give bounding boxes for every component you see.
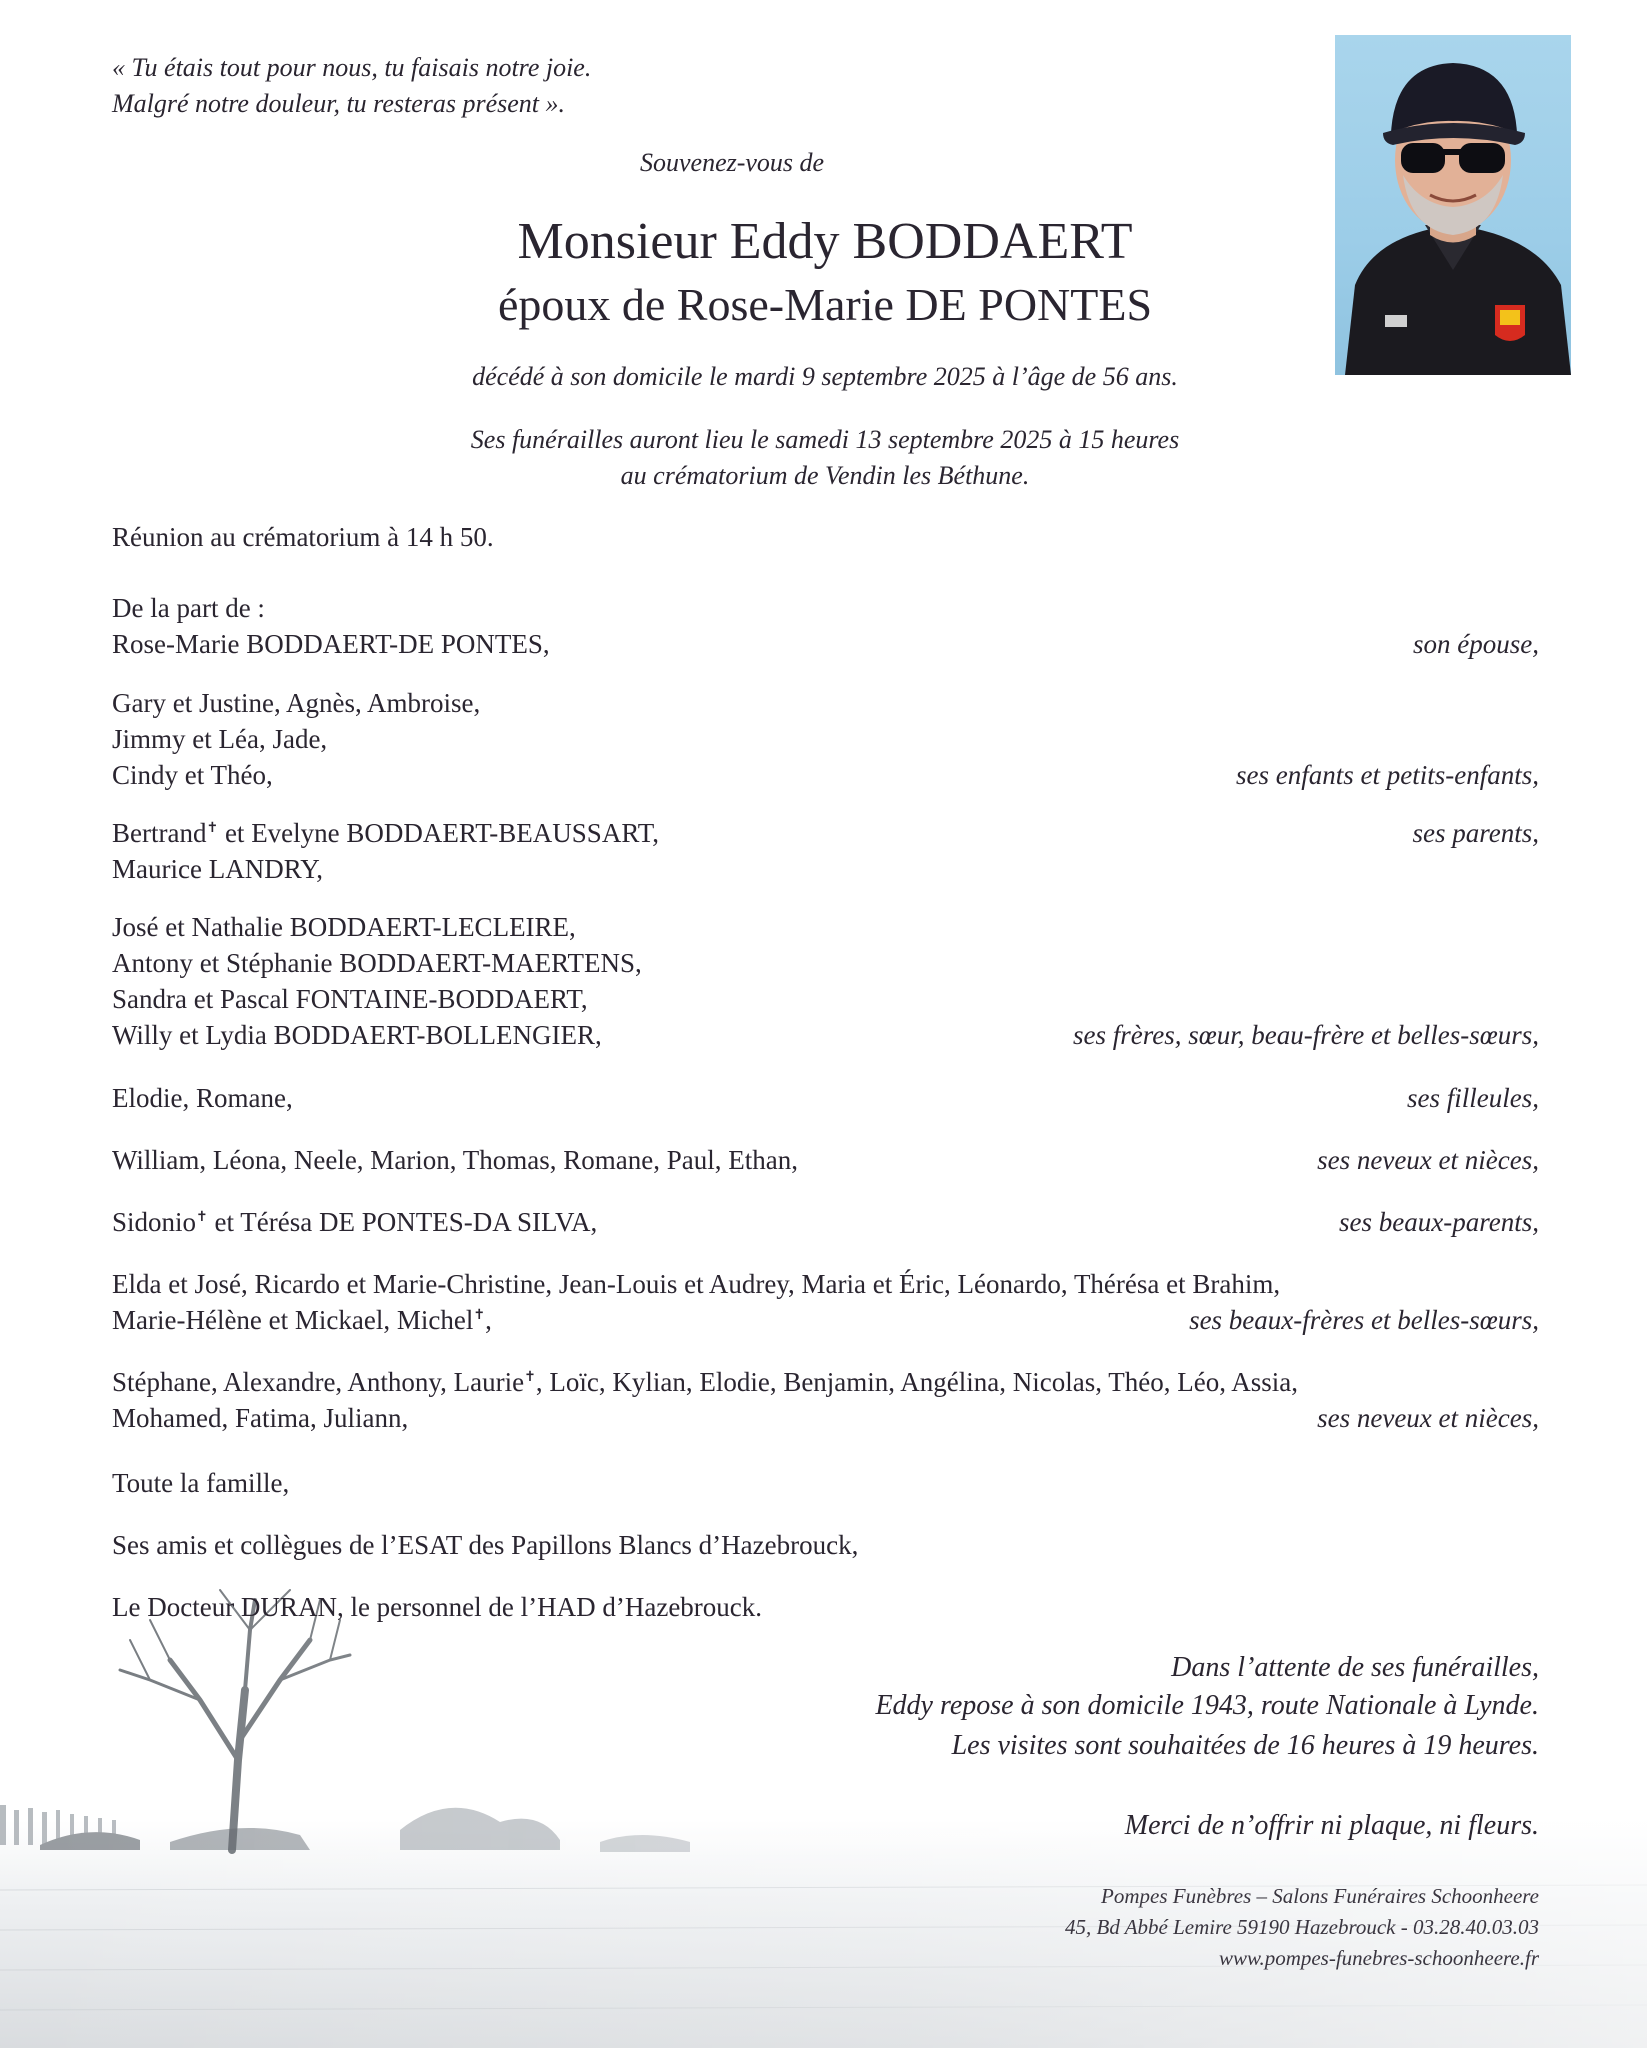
epouse-name: Rose-Marie BODDAERT-DE PONTES,	[112, 629, 550, 659]
enfants-line-1: Gary et Justine, Agnès, Ambroise,	[112, 688, 481, 718]
portrait-photo	[1335, 35, 1571, 375]
neveux2-line-1	[112, 1367, 1298, 1398]
epouse-role: son épouse,	[1413, 629, 1539, 659]
merci-line: Merci de n’offrir ni plaque, ni fleurs.	[1124, 1810, 1539, 1841]
beaux-freres-line-2	[112, 1305, 492, 1336]
parents-role: ses parents,	[1412, 818, 1539, 848]
beaux-parents-role: ses beaux-parents,	[1339, 1207, 1539, 1237]
enfants-line-2: Jimmy et Léa, Jade,	[112, 724, 328, 754]
reunion-line: Réunion au crématorium à 14 h 50.	[112, 522, 494, 552]
neveux2-role: ses neveux et nièces,	[1317, 1403, 1539, 1433]
neveux2-names-b: , Loïc, Kylian, Elodie, Benjamin, Angélina, Nicolas, Théo, Léo, Assia,	[535, 1367, 1298, 1397]
beaux-freres-role: ses beaux-frères et belles-sœurs,	[1189, 1305, 1539, 1335]
neveux2-line-2: Mohamed, Fatima, Juliann,	[112, 1403, 409, 1433]
quote-line-1: « Tu étais tout pour nous, tu faisais notre joie.	[112, 53, 592, 82]
famille-line: Toute la famille,	[112, 1468, 290, 1498]
opening-quote	[112, 50, 591, 122]
dagger-icon: ✝	[524, 1370, 536, 1385]
beaux-freres-line-1: Elda et José, Ricardo et Marie-Christine, Jean-Louis et Audrey, Maria et Éric, Léonardo, Thérésa et Brahim,	[112, 1269, 1281, 1299]
freres-line-4: Willy et Lydia BODDAERT-BOLLENGIER,	[112, 1020, 602, 1050]
funeral-home-website: www.pompes-funebres-schoonheere.fr	[1218, 1946, 1539, 1970]
parents-line-2: Maurice LANDRY,	[112, 854, 323, 884]
funeral-line-2: au crématorium de Vendin les Béthune.	[620, 461, 1030, 490]
filleules-role: ses filleules,	[1407, 1083, 1539, 1113]
beaux-parents-mother: et Térésa DE PONTES-DA SILVA,	[207, 1207, 598, 1237]
beaux-freres-names: Marie-Hélène et Mickael, Michel	[112, 1305, 474, 1335]
freres-line-3: Sandra et Pascal FONTAINE-BODDAERT,	[112, 984, 588, 1014]
dagger-icon: ✝	[196, 1210, 208, 1225]
winter-landscape-image	[0, 1560, 1647, 2048]
souvenez-label: Souvenez-vous de	[640, 148, 825, 177]
portrait-illustration	[1335, 35, 1571, 375]
neveux2-names-a: Stéphane, Alexandre, Anthony, Laurie	[112, 1367, 525, 1397]
freres-line-2: Antony et Stéphanie BODDAERT-MAERTENS,	[112, 948, 642, 978]
visites-line-3: Les visites sont souhaitées de 16 heures à 19 heures.	[951, 1730, 1539, 1761]
visites-line-1: Dans l’attente de ses funérailles,	[1171, 1652, 1539, 1683]
beaux-parents-father: Sidonio	[112, 1207, 197, 1237]
death-announcement: décédé à son domicile le mardi 9 septembre 2025 à l’âge de 56 ans.	[472, 362, 1178, 391]
funeral-home-name: Pompes Funèbres – Salons Funéraires Schoonheere	[1101, 1884, 1539, 1908]
parents-father: Bertrand	[112, 818, 207, 848]
de-la-part-label: De la part de :	[112, 593, 265, 623]
neveux-role: ses neveux et nièces,	[1317, 1145, 1539, 1175]
beaux-freres-comma: ,	[485, 1305, 492, 1335]
filleules-line: Elodie, Romane,	[112, 1083, 293, 1113]
enfants-line-3: Cindy et Théo,	[112, 760, 273, 790]
deceased-name: Monsieur Eddy BODDAERT	[517, 213, 1133, 270]
parents-line-1	[112, 818, 659, 849]
quote-line-2: Malgré notre douleur, tu resteras présent ».	[112, 89, 566, 118]
spouse-line: époux de Rose-Marie DE PONTES	[497, 279, 1153, 330]
funeral-line-1: Ses funérailles auront lieu le samedi 13 septembre 2025 à 15 heures	[470, 425, 1180, 454]
enfants-role: ses enfants et petits-enfants,	[1236, 760, 1539, 790]
docteur-line: Le Docteur DURAN, le personnel de l’HAD d’Hazebrouck.	[112, 1592, 763, 1622]
beaux-parents-line	[112, 1207, 597, 1238]
freres-line-1: José et Nathalie BODDAERT-LECLEIRE,	[112, 912, 576, 942]
parents-mother: et Evelyne BODDAERT-BEAUSSART,	[218, 818, 659, 848]
amis-line: Ses amis et collègues de l’ESAT des Papillons Blancs d’Hazebrouck,	[112, 1530, 859, 1560]
neveux-line: William, Léona, Neele, Marion, Thomas, Romane, Paul, Ethan,	[112, 1145, 798, 1175]
visites-line-2: Eddy repose à son domicile 1943, route Nationale à Lynde.	[875, 1690, 1539, 1721]
dagger-icon: ✝	[473, 1308, 486, 1323]
funeral-home-address: 45, Bd Abbé Lemire 59190 Hazebrouck - 03.28.40.03.03	[1065, 1915, 1539, 1939]
freres-role: ses frères, sœur, beau-frère et belles-sœurs,	[1073, 1020, 1539, 1050]
dagger-icon: ✝	[206, 821, 219, 836]
